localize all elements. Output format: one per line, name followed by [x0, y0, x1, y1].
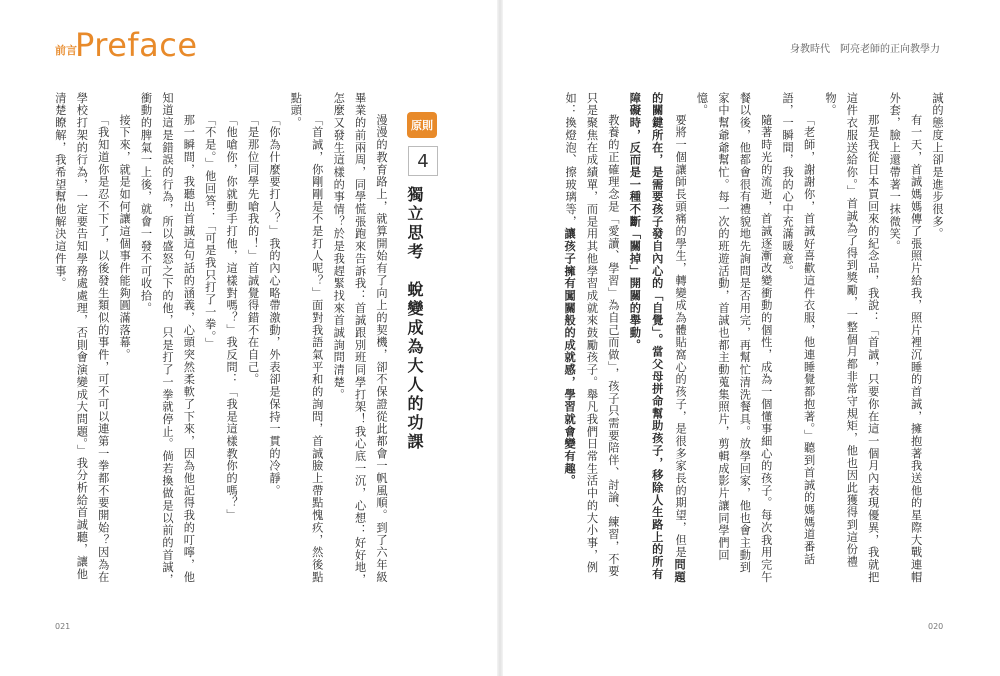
- paragraph: 隨著時光的流逝，首誠逐漸改變衝動的個性，成為一個懂事細心的孩子。每次我用完午餐以後，他都會很有禮貌地先詢問是否用完，再幫忙清洗餐具。放學回家，他也會主動到家中幫爺爺幫忙。每一次的班遊活動，首誠也都主動蒐集照片，剪輯成影片讓同學們回憶。: [695, 92, 773, 584]
- paragraph: 接下來，就是如何讓這個事件能夠圓滿落幕。: [118, 114, 132, 362]
- principle-number: 4: [408, 146, 438, 176]
- paragraph: 那一瞬間，我聽出首誠這句話的涵義，心頭突然柔軟了下來，因為他記得我的叮嚀，他知道這是錯誤的行為，所以盛怒之下的他，只是打了一拳就停止。倘若換做是以前的首誠，衝動的脾氣一上後，就會一發不可收拾。: [139, 92, 196, 586]
- page-number-left: 021: [55, 622, 71, 631]
- emphasis-text: 問題的關鍵所在，是需要孩子發自內心的「自覺」。當父母拼命幫助孩子，移除人生路上的所有障礙時，反而是一種不斷「關掉」開關的舉動。: [628, 92, 688, 584]
- emphasis-text: 讓孩子擁有闖關般的成就感，學習就會變有趣。: [563, 227, 578, 488]
- paragraph: 「首誠，你剛剛是不是打人呢？」面對我語氣平和的詢問，首誠臉上帶點愧疚，然後點點頭。: [289, 92, 324, 584]
- paragraph: 誠的態度上卻是進步很多。: [931, 92, 944, 241]
- paragraph: [559, 92, 624, 584]
- running-head: 身教時代 阿亮老師的正向教學力: [790, 44, 940, 55]
- paragraph: 「我知道你是忍不下了，以後發生類似的事件，可不可以連第一拳都不要開始？因為在學校打架的行為，一定要告知學務處處理，否則會演變成大問題。」我分析給首誠聽，讓他清楚瞭解，我希望幫他解決這件事。: [53, 92, 110, 584]
- paragraph: [624, 92, 691, 584]
- paragraph: 那是我從日本買回來的紀念品，我說：「首誠，只要你在這一個月內表現優異，我就把這件衣服送給你。」首誠為了得到獎勵，一整個月都非常守規矩，他也因此獲得到這份禮物。: [823, 92, 880, 584]
- section-title: [403, 186, 426, 452]
- preface-label: 前言: [55, 44, 77, 57]
- paragraph: 「你為什麼要打人？」我的內心略帶激動，外表卻是保持一貫的冷靜。: [267, 114, 281, 498]
- paragraph: 「他嗆你，你就動手打他，這樣對嗎？」我反問：「我是這樣教你的嗎？」: [225, 114, 239, 522]
- page-number-right: 020: [928, 622, 944, 631]
- principle-badge: 原則: [407, 112, 437, 138]
- book-gutter: [497, 0, 503, 676]
- paragraph: 「是那位同學先嗆我的！」首誠覺得錯不在自己。: [246, 114, 260, 387]
- paragraph: 「老師，謝謝你，首誠好喜歡這件衣服，他連睡覺都抱著。」聽到首誠的媽媽道番話語，一瞬間，我的心中充滿暖意。: [781, 92, 816, 566]
- paragraph: 「不是。」他回答：「可是我只打了一拳。」: [203, 114, 217, 351]
- paragraph-text: 要將一個讓師長頭痛的學生，轉變成為體貼窩心的孩子，是很多家長的期望，但是: [674, 114, 688, 559]
- right-page-text: [548, 92, 948, 584]
- paragraph: 漫漫的教育路上，就算開始有了向上的契機，卻不保證從此都會一帆風順。到了六年級畢業的前兩周，同學慌張跑來告訴我：首誠跟別班同學打架！我心底一沉，心想：好好地，怎麼又發生這樣的事情？於是我趕緊找來首誠詢問清楚。: [332, 92, 388, 586]
- section-title-text: 獨立思考 蛻變成為大人的功課: [405, 186, 424, 452]
- paragraph-text: 教養的正確理念是「愛讀、學習」為自己而做」，孩子只需要陪伴、討論、練習，不要只是聚焦在成績單，而是用其他學習成就來鼓勵孩子。舉凡我們日常生活中的大小事，例如：換燈泡、擦玻璃等，: [564, 92, 620, 579]
- left-page-text: [40, 92, 392, 592]
- paragraph: 有一天，首誠媽媽傳了張照片給我，照片裡沉睡的首誠，擁抱著我送他的星際大戰連帽外套，臉上還帶著一抹微笑。: [888, 92, 923, 584]
- preface-title: Preface: [75, 26, 198, 64]
